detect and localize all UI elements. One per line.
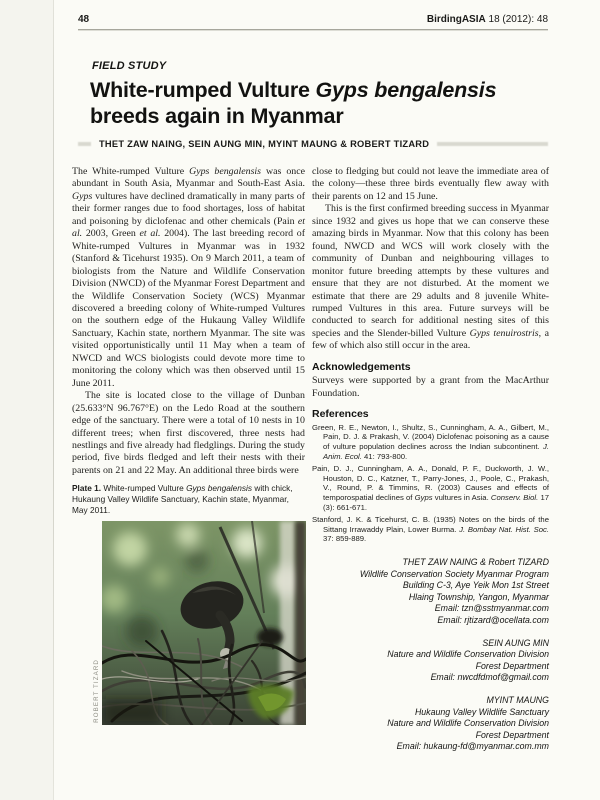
reference-entry-1: Green, R. E., Newton, I., Shultz, S., Cunningham, A. A., Gilbert, M., Pain, D. J. & Prakash, V. (2004) Diclofenac poisoning as a cause of vulture population declines across the Indian subcontinent. J. Anim. Ecol. 41: 793-800. — [312, 422, 549, 461]
address-line: Hukaung Valley Wildlife Sanctuary — [414, 706, 549, 717]
address-email: Email: rjtizard@ocellata.com — [437, 615, 549, 626]
column-left — [72, 166, 305, 725]
address-email: Email: tzn@sstmyanmar.com — [434, 603, 549, 614]
authors-byline: THET ZAW NAING, SEIN AUNG MIN, MYINT MAUNG & ROBERT TIZARD — [99, 139, 430, 149]
journal-issue: 18 (2012): 48 — [485, 14, 548, 25]
address-block-1 — [312, 557, 549, 627]
address-line: Forest Department — [475, 729, 549, 740]
address-line: Wildlife Conservation Society Myanmar Program — [359, 568, 549, 579]
references-heading: References — [312, 408, 369, 421]
section-kicker: FIELD STUDY — [92, 60, 167, 72]
address-line: THET ZAW NAING & Robert TIZARD — [402, 557, 549, 568]
address-email: Email: hukaung-fd@myanmar.com.mm — [396, 741, 549, 752]
address-line: Building C-3, Aye Yeik Mon 1st Street — [402, 580, 549, 591]
body-paragraph-1: The White-rumped Vulture Gyps bengalensis was once abundant in South Asia, Myanmar and South-East Asia. Gyps vultures have declined dramatically in many parts of their former ranges due to food shortages, loss of habitat and poisoning by diclofenac and other chemicals (Pain et al. 2003, Green et al. 2004). The last breeding record of White-rumped Vultures in Myanmar was in 1932 (Stanford & Ticehurst 1935). On 9 March 2011, a team of biologists from the Nature and Wildlife Conservation Division (NWCD) of the Myanmar Forest Department and the Wildlife Conservation Society (WCS) Myanmar discovered a breeding colony of White-rumped Vultures on the southern edge of the Hukaung Valley Wildlife Sanctuary, Kachin state, northern Myanmar. The site was visited opportunistically until 11 May when a team of NWCD and WCS biologists could devote more time to monitoring the colony which was then observed until 15 June 2011. — [72, 166, 306, 389]
address-line: Nature and Wildlife Conservation Division — [387, 649, 549, 660]
body-paragraph-2: The site is located close to the village of Dunban (25.633°N 96.767°E) on the Ledo Road at the southern edge of the sanctuary. There were a total of 10 nests in 10 different trees; when first discovered, three nests had nestlings and five already had fledglings. During the study period, five birds fledged and left their nests with their parents on 21 and 22 May. An additional three birds were — [72, 390, 305, 476]
column-right — [312, 166, 549, 753]
page-number: 48 — [78, 14, 90, 25]
address-line: Forest Department — [475, 660, 549, 671]
address-email: Email: nwcdfdmof@gmail.com — [430, 672, 549, 683]
plate-caption: Plate 1. White-rumped Vulture Gyps bengalensis with chick, Hukaung Valley Wildlife Sanctuary, Kachin state, Myanmar, May 2011. — [72, 483, 293, 515]
journal-citation — [427, 14, 548, 25]
address-block-3 — [312, 695, 549, 753]
running-header — [78, 14, 548, 25]
header-rule — [78, 29, 548, 30]
address-line: SEIN AUNG MIN — [482, 637, 549, 648]
authors-rule-left — [78, 142, 91, 146]
acknowledgements-text: Surveys were supported by a grant from the MacArthur Foundation. — [312, 375, 549, 399]
reference-entry-2: Pain, D. J., Cunningham, A. A., Donald, P. F., Duckworth, J. W., Houston, D. C., Katzner, T., Parry-Jones, J., Poole, C., Prakash, V., Round, P. & Timmins, R. (2003) Causes and effects of temporospatial declines of Gyps vultures in Asia. Conserv. Biol. 17 (3): 661-671. — [312, 463, 550, 512]
vulture-nest-photo — [102, 521, 306, 725]
authors-rule-right — [437, 142, 548, 146]
scan-crease-line — [53, 0, 54, 800]
article-title-line1: White-rumped Vulture Gyps bengalensis — [90, 78, 497, 102]
address-block-2 — [312, 638, 549, 684]
address-line: MYINT MAUNG — [486, 694, 549, 705]
address-line: Hlaing Township, Yangon, Myanmar — [408, 591, 549, 602]
article-title — [90, 77, 555, 129]
page-left-margin — [0, 0, 53, 800]
plate-photo — [93, 521, 306, 725]
body-paragraph-4: This is the first confirmed breeding success in Myanmar since 1932 and gives us hope that we can conserve these amazing birds in Myanmar. Now that this colony has been found, NWCD and WCS will work closely with the community of Dunban and neighbouring villages to monitor future breeding attempts by these vultures and ensure that they are not disturbed. At the moment we estimate that there are 29 adults and 8 juvenile White-rumped Vultures in this area. Future surveys will be conducted to search for additional nesting sites of this species and the Slender-billed Vulture Gyps tenuirostris, a few of which also still occur in the area. — [312, 203, 549, 352]
body-paragraph-3: close to fledging but could not leave the immediate area of the colony—these three birds eventually flew away with their parents on 12 and 15 June. — [312, 166, 549, 202]
photo-credit: ROBERT TIZARD — [93, 659, 100, 724]
acknowledgements-heading: Acknowledgements — [312, 360, 411, 373]
reference-entry-3: Stanford, J. K. & Ticehurst, C. B. (1935) Notes on the birds of the Sittang Irrawaddy Plain, Lower Burma. J. Bombay Nat. Hist. Soc. 37: 859-889. — [312, 514, 550, 544]
address-line: Nature and Wildlife Conservation Division — [387, 718, 549, 729]
journal-name: BirdingASIA — [426, 14, 486, 25]
authors-row — [78, 139, 548, 149]
article-title-line2: breeds again in Myanmar — [90, 104, 344, 128]
